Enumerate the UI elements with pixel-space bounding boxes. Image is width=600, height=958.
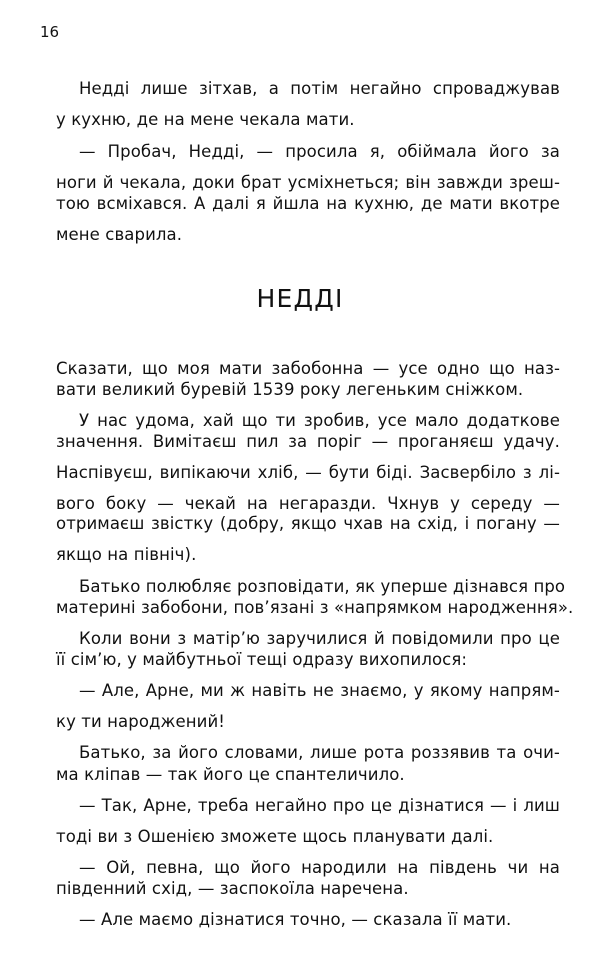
text-line: значення. Вимітаєш пил за поріг — проганяєш удачу.: [56, 432, 560, 451]
text-line: — Пробач, Недді, — просила я, обіймала його за: [79, 142, 560, 161]
text-line: — Але маємо дізнатися точно, — сказала її мати.: [79, 910, 512, 929]
text-line: — Ой, певна, що його народили на південь чи на: [79, 858, 560, 877]
text-line: ма кліпав — так його це спантеличило.: [56, 765, 405, 784]
text-line: Недді лише зітхав, а потім негайно спроваджував: [79, 79, 560, 98]
text-line: Батько, за його словами, лише рота роззявив та очи-: [79, 743, 560, 762]
text-line: — Так, Арне, треба негайно про це дізнатися — і лиш: [79, 796, 560, 815]
text-line: її сім’ю, у майбутньої тещі одразу вихопилося:: [56, 650, 468, 669]
text-line: якщо на північ).: [56, 545, 197, 564]
text-line: ноги й чекала, доки брат усміхнеться; він завжди зреш-: [56, 173, 560, 192]
text-line: материні забобони, пов’язані з «напрямком народження».: [56, 598, 574, 617]
text-line: Батько полюбляє розповідати, як уперше дізнався про: [79, 577, 566, 596]
text-line: Коли вони з матір’ю заручилися й повідомили про це: [79, 629, 560, 648]
text-line: У нас удома, хай що ти зробив, усе мало додаткове: [79, 411, 560, 430]
text-line: тоді ви з Ошенією зможете щось планувати далі.: [56, 827, 494, 846]
text-line: мене сварила.: [56, 225, 183, 244]
text-line: тою всміхався. А далі я йшла на кухню, де мати вкотре: [56, 194, 560, 213]
text-line: вати великий буревій 1539 року легеньким сніжком.: [56, 380, 524, 399]
page-number: 16: [40, 23, 60, 41]
chapter-heading: НЕДДІ: [256, 284, 344, 313]
text-line: південний схід, — заспокоїла наречена.: [56, 879, 409, 898]
text-line: у кухню, де на мене чекала мати.: [56, 110, 355, 129]
text-line: Наспівуєш, випікаючи хліб, — бути біді. Засвербіло з лі-: [56, 463, 560, 482]
text-line: ку ти народжений!: [56, 712, 225, 731]
text-line: отримаєш звістку (добру, якщо чхав на схід, і погану —: [56, 514, 560, 533]
text-line: Сказати, що моя мати забобонна — усе одно що наз-: [56, 359, 560, 378]
text-line: вого боку — чекай на негаразди. Чхнув у середу —: [56, 494, 560, 513]
text-line: — Але, Арне, ми ж навіть не знаємо, у якому напрям-: [79, 681, 560, 700]
